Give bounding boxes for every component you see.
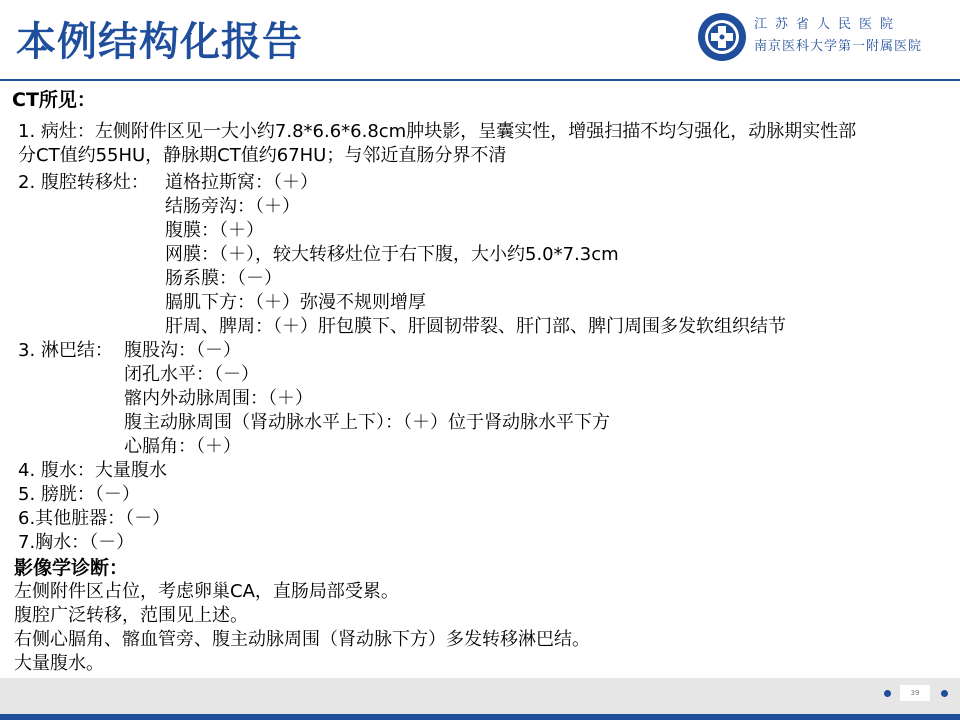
slide-footer — [0, 678, 960, 714]
ct-item2-sub: 网膜：（＋），较大转移灶位于右下腹，大小约5.0*7.3cm — [165, 244, 619, 265]
diagnosis-heading: 影像学诊断： — [14, 557, 129, 579]
ct-item1-line2: 分CT值约55HU，静脉期CT值约67HU；与邻近直肠分界不清 — [18, 145, 507, 166]
ct-item2-label: 2. 腹腔转移灶： — [18, 172, 149, 193]
ct-item3-label: 3. 淋巴结： — [18, 340, 113, 361]
ct-item6: 6.其他脏器：（－） — [18, 508, 171, 529]
ct-item2-sub: 腹膜：（＋） — [165, 220, 264, 241]
ct-item2-sub: 肝周、脾周：（＋）肝包膜下、肝圆韧带裂、肝门部、脾门周围多发软组织结节 — [165, 316, 786, 337]
ct-item4: 4. 腹水：大量腹水 — [18, 460, 167, 481]
diagnosis-line: 左侧附件区占位，考虑卵巢CA，直肠局部受累。 — [14, 581, 399, 602]
diagnosis-line: 大量腹水。 — [14, 653, 104, 674]
ct-heading: CT所见： — [12, 89, 96, 111]
footer-dot-icon — [941, 690, 948, 697]
hospital-name-line1: 江苏省人民医院 — [754, 17, 902, 32]
slide-title: 本例结构化报告 — [16, 19, 303, 65]
ct-item3-sub: 腹主动脉周围（肾动脉水平上下）：（＋）位于肾动脉水平下方 — [124, 412, 610, 433]
hospital-emblem-icon — [697, 12, 747, 62]
ct-item5: 5. 膀胱：（－） — [18, 484, 140, 505]
diagnosis-line: 右侧心膈角、髂血管旁、腹主动脉周围（肾动脉下方）多发转移淋巴结。 — [14, 629, 590, 650]
hospital-name — [754, 14, 922, 58]
ct-item3-sub: 心膈角：（＋） — [124, 436, 241, 457]
ct-item2-sub: 膈肌下方：（＋）弥漫不规则增厚 — [165, 292, 426, 313]
ct-item3-sub: 腹股沟：（－） — [124, 340, 241, 361]
ct-item3-sub: 闭孔水平：（－） — [124, 364, 259, 385]
footer-bar — [0, 714, 960, 720]
ct-item1-line1: 1. 病灶：左侧附件区见一大小约7.8*6.6*6.8cm肿块影，呈囊实性，增强扫描不均匀强化，动脉期实性部 — [18, 121, 857, 142]
diagnosis-line: 腹腔广泛转移，范围见上述。 — [14, 605, 248, 626]
ct-item2-sub: 道格拉斯窝：（＋） — [165, 172, 318, 193]
ct-item7: 7.胸水：（－） — [18, 532, 135, 553]
ct-item2-sub: 结肠旁沟：（＋） — [165, 196, 300, 217]
ct-item2-sub: 肠系膜：（－） — [165, 268, 282, 289]
ct-item3-sub: 髂内外动脉周围：（＋） — [124, 388, 313, 409]
footer-dot-icon — [884, 690, 891, 697]
page-number: 39 — [900, 685, 930, 701]
title-divider — [0, 79, 960, 81]
hospital-name-line2: 南京医科大学第一附属医院 — [754, 39, 923, 54]
